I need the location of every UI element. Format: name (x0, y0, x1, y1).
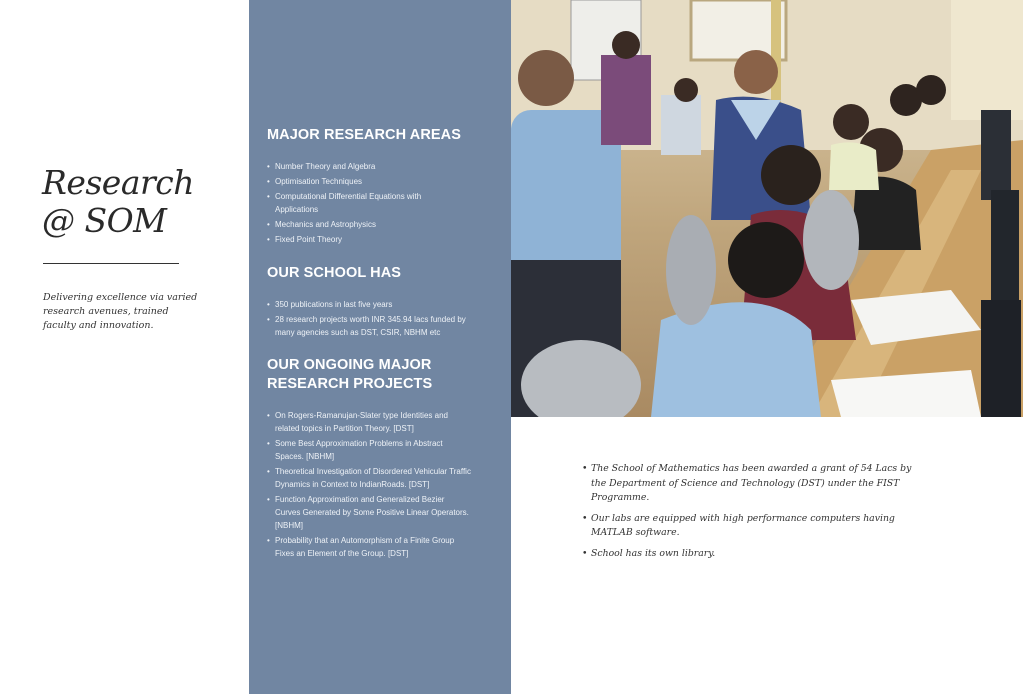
list-item: • Computational Differential Equations with Applications (267, 190, 425, 216)
list-item: • Function Approximation and Generalized Bezier Curves Generated by Some Positive Linear Operators. [NBHM] (267, 493, 471, 532)
list-item: • School has its own library. (582, 547, 922, 562)
school-has-list (267, 298, 469, 341)
page-title-line1: Research (42, 163, 195, 202)
research-areas-list (267, 160, 499, 248)
computer-lab-photo (511, 0, 1023, 417)
list-item: • Probability that an Automorphism of a Finite Group Fixes an Element of the Group. [DST] (267, 534, 471, 560)
computer-lab-illustration (511, 0, 1023, 417)
page-title (42, 164, 194, 240)
ongoing-projects-list (267, 409, 471, 562)
list-item: • Some Best Approximation Problems in Abstract Spaces. [NBHM] (267, 437, 471, 463)
list-item: • Mechanics and Astrophysics (267, 218, 499, 231)
school-has-heading: OUR SCHOOL HAS (267, 265, 402, 281)
facts-list (582, 462, 922, 567)
list-item: • 350 publications in last five years (267, 298, 469, 311)
list-item: • Number Theory and Algebra (267, 160, 499, 173)
ongoing-projects-heading-line1: OUR ONGOING MAJOR (267, 357, 432, 373)
list-item: • Our labs are equipped with high performance computers having MATLAB software. (582, 512, 922, 541)
title-divider (43, 263, 179, 264)
list-item: • The School of Mathematics has been awarded a grant of 54 Lacs by the Department of Science and Technology (DST) under the FIST Programme. (582, 462, 922, 506)
list-item: • 28 research projects worth INR 345.94 lacs funded by many agencies such as DST, CSIR, NBHM etc (267, 313, 469, 339)
list-item: • Optimisation Techniques (267, 175, 499, 188)
ongoing-projects-heading (267, 356, 432, 394)
research-areas-heading: MAJOR RESEARCH AREAS (267, 127, 462, 143)
intro-column (0, 0, 249, 694)
list-item: • On Rogers-Ramanujan-Slater type Identities and related topics in Partition Theory. [DST] (267, 409, 471, 435)
list-item: • Theoretical Investigation of Disordered Vehicular Traffic Dynamics in Context to IndianRoads. [DST] (267, 465, 471, 491)
list-item: • Fixed Point Theory (267, 233, 499, 246)
tagline: Delivering excellence via varied research avenues, trained faculty and innovation. (43, 292, 198, 331)
research-panel (249, 0, 511, 694)
ongoing-projects-heading-line2: RESEARCH PROJECTS (267, 376, 433, 392)
page-title-line2: @ SOM (42, 201, 167, 240)
